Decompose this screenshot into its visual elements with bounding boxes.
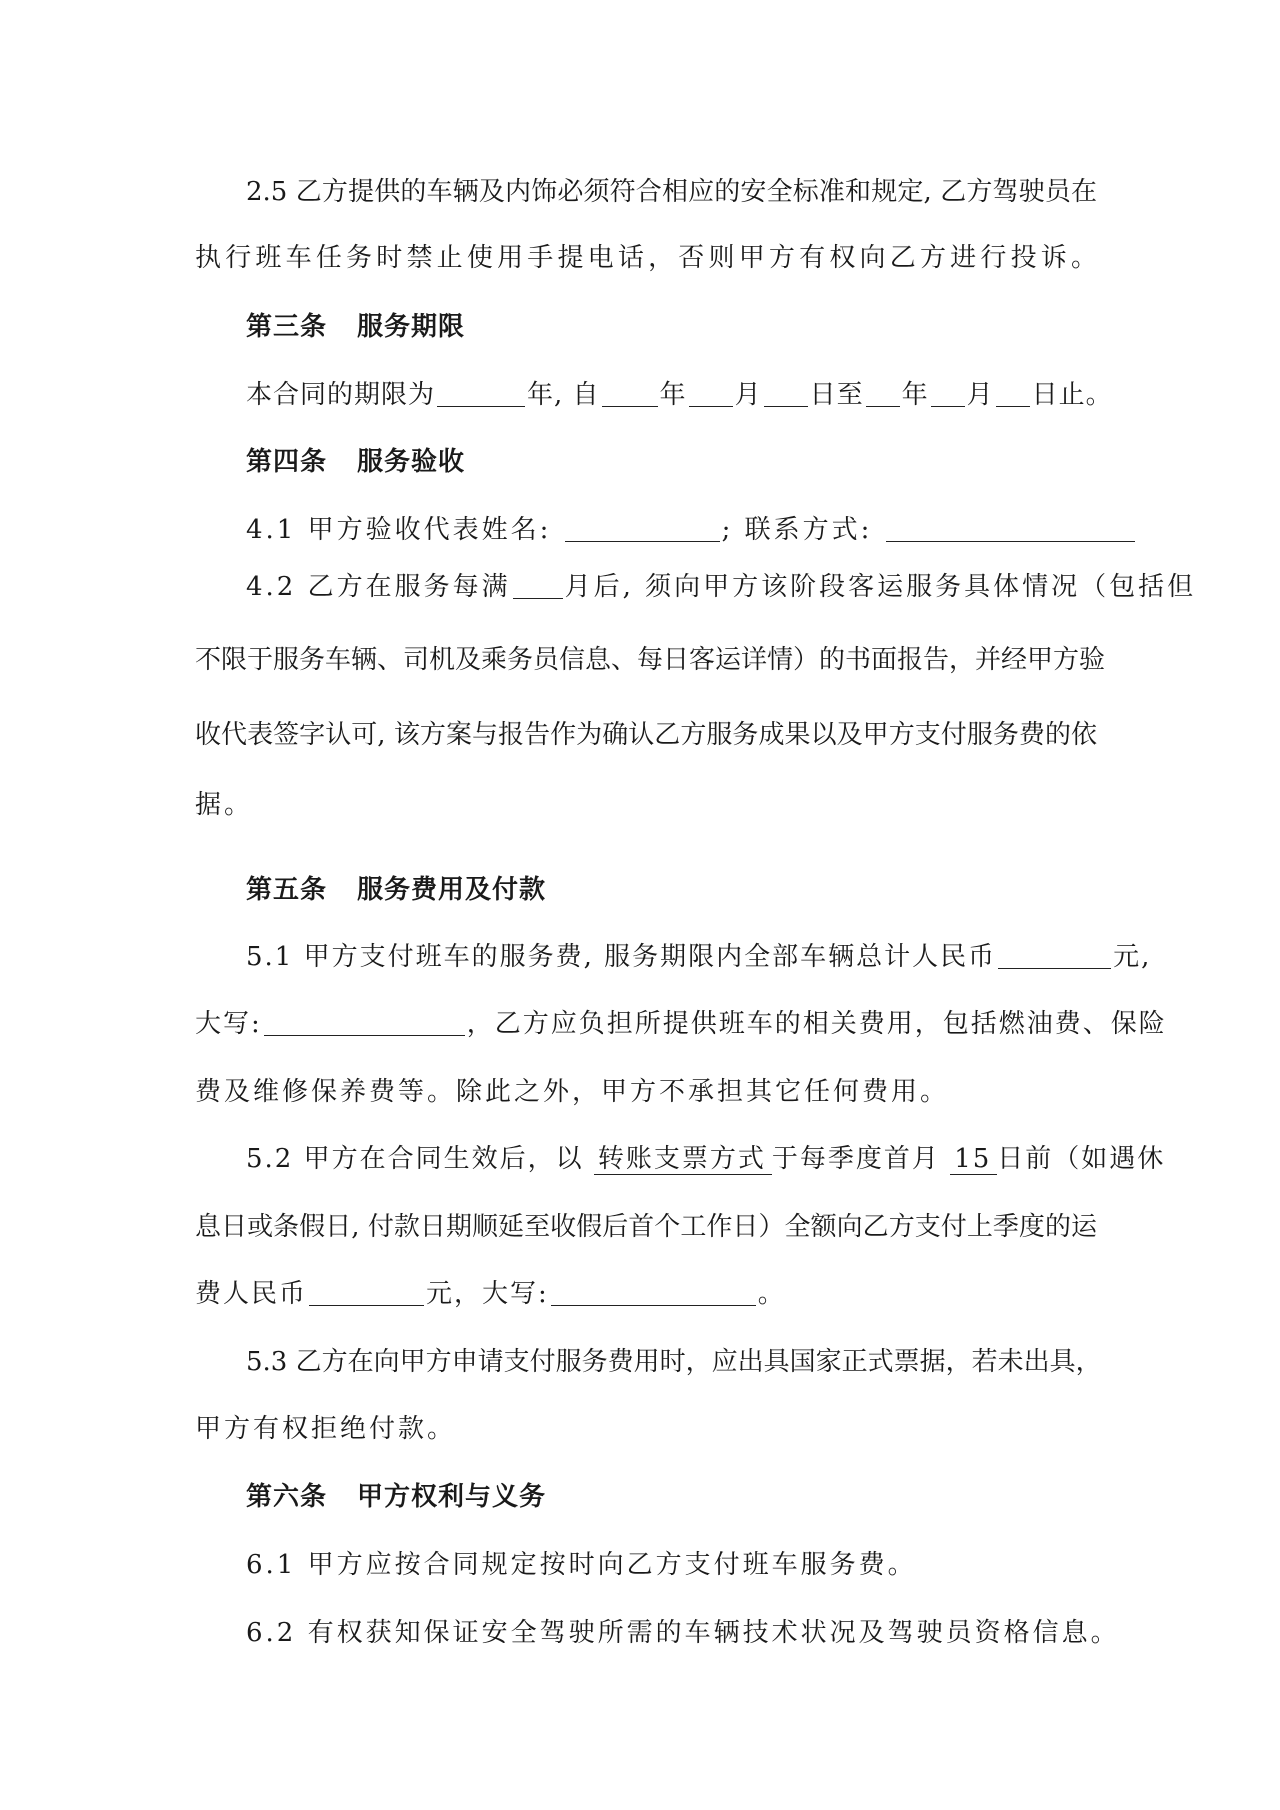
clause-text: 4.2 乙方在服务每满 — [246, 572, 511, 602]
end-year-blank[interactable] — [866, 378, 900, 407]
clause-text: 4.1 甲方验收代表姓名: — [246, 515, 563, 545]
article-title: 服务期限 — [357, 312, 466, 342]
clause-5-1-line-3: 费及维修保养费等。除此之外，甲方不承担其它任何费用。 — [195, 1077, 950, 1107]
article-title: 甲方权利与义务 — [357, 1482, 547, 1512]
article-title: 服务费用及付款 — [357, 875, 547, 905]
clause-text: 5.1 甲方支付班车的服务费, 服务期限内全部车辆总计人民币 — [246, 942, 997, 972]
term-text: 本合同的期限为 — [246, 380, 436, 410]
clause-6-1: 6.1 甲方应按合同规定按时向乙方支付班车服务费。 — [246, 1550, 917, 1580]
years-blank[interactable] — [437, 378, 525, 407]
clause-4-1 — [246, 513, 1097, 547]
article-4-heading — [246, 445, 1097, 479]
term-clause — [246, 378, 1113, 412]
clause-5-3-line-2: 甲方有权拒绝付款。 — [195, 1414, 457, 1444]
contact-blank[interactable] — [886, 513, 1135, 542]
term-text: 年 — [901, 380, 929, 410]
clause-4-2-line-1 — [246, 570, 1197, 604]
clause-text: 元，大写: — [426, 1279, 549, 1309]
amount-in-words-blank[interactable] — [264, 1007, 465, 1036]
article-3-heading — [246, 310, 1097, 344]
clause-5-1-line-1 — [246, 940, 1152, 974]
clause-5-3-line-1: 5.3 乙方在向甲方申请支付服务费用时，应出具国家正式票据，若未出具， — [246, 1347, 1102, 1377]
article-number: 第四条 — [246, 447, 328, 477]
clause-text: 日前（如遇休 — [997, 1144, 1166, 1174]
payment-method-field[interactable]: 转账支票方式 — [594, 1144, 772, 1175]
clause-text: ，乙方应负担所提供班车的相关费用，包括燃油费、保险 — [466, 1009, 1167, 1039]
clause-5-2-line-3 — [195, 1277, 1097, 1311]
end-month-blank[interactable] — [931, 378, 965, 407]
clause-2-5-line-1: 2.5 乙方提供的车辆及内饰必须符合相应的安全标准和规定, 乙方驾驶员在 — [246, 177, 1097, 207]
article-6-heading — [246, 1480, 1097, 1514]
term-text: 日至 — [809, 380, 864, 410]
start-year-blank[interactable] — [602, 378, 658, 407]
months-blank[interactable] — [513, 570, 563, 599]
term-text: 年, 自 — [527, 380, 600, 410]
article-number: 第五条 — [246, 875, 328, 905]
payment-day-field[interactable]: 15 — [950, 1144, 997, 1175]
clause-text: 于每季度首月 — [771, 1144, 940, 1174]
clause-4-2-line-3: 收代表签字认可, 该方案与报告作为确认乙方服务成果以及甲方支付服务费的依 — [195, 720, 1097, 750]
term-text: 月 — [734, 380, 762, 410]
clause-6-2: 6.2 有权获知保证安全驾驶所需的车辆技术状况及驾驶员资格信息。 — [246, 1618, 1120, 1648]
start-day-blank[interactable] — [764, 378, 808, 407]
article-5-heading — [246, 873, 1097, 907]
clause-text: ; 联系方式: — [721, 515, 884, 545]
representative-name-blank[interactable] — [565, 513, 720, 542]
total-amount-blank[interactable] — [998, 940, 1111, 969]
term-text: 日止。 — [1031, 380, 1113, 410]
clause-text: 月后, 须向甲方该阶段客运服务具体情况（包括但 — [564, 572, 1197, 602]
article-title: 服务验收 — [357, 447, 466, 477]
term-text: 月 — [966, 380, 994, 410]
clause-text: 费人民币 — [195, 1279, 308, 1309]
clause-5-2-line-2: 息日或条假日, 付款日期顺延至收假后首个工作日）全额向乙方支付上季度的运 — [195, 1212, 1097, 1242]
clause-text: 元, — [1113, 942, 1152, 972]
clause-text: 。 — [757, 1279, 786, 1309]
clause-4-2-line-4: 据。 — [195, 790, 254, 820]
quarterly-amount-words-blank[interactable] — [551, 1277, 756, 1306]
clause-text: 5.2 甲方在合同生效后，以 — [246, 1144, 584, 1174]
clause-2-5-line-2: 执行班车任务时禁止使用手提电话，否则甲方有权向乙方进行投诉。 — [195, 243, 1097, 273]
article-number: 第六条 — [246, 1482, 328, 1512]
clause-5-2-line-1 — [246, 1142, 1166, 1176]
clause-text: 大写: — [195, 1009, 262, 1039]
quarterly-amount-blank[interactable] — [309, 1277, 424, 1306]
end-day-blank[interactable] — [996, 378, 1030, 407]
clause-5-1-line-2 — [195, 1007, 1167, 1041]
article-number: 第三条 — [246, 312, 328, 342]
clause-4-2-line-2: 不限于服务车辆、司机及乘务员信息、每日客运详情）的书面报告，并经甲方验 — [195, 645, 1106, 675]
start-month-blank[interactable] — [689, 378, 733, 407]
term-text: 年 — [659, 380, 687, 410]
